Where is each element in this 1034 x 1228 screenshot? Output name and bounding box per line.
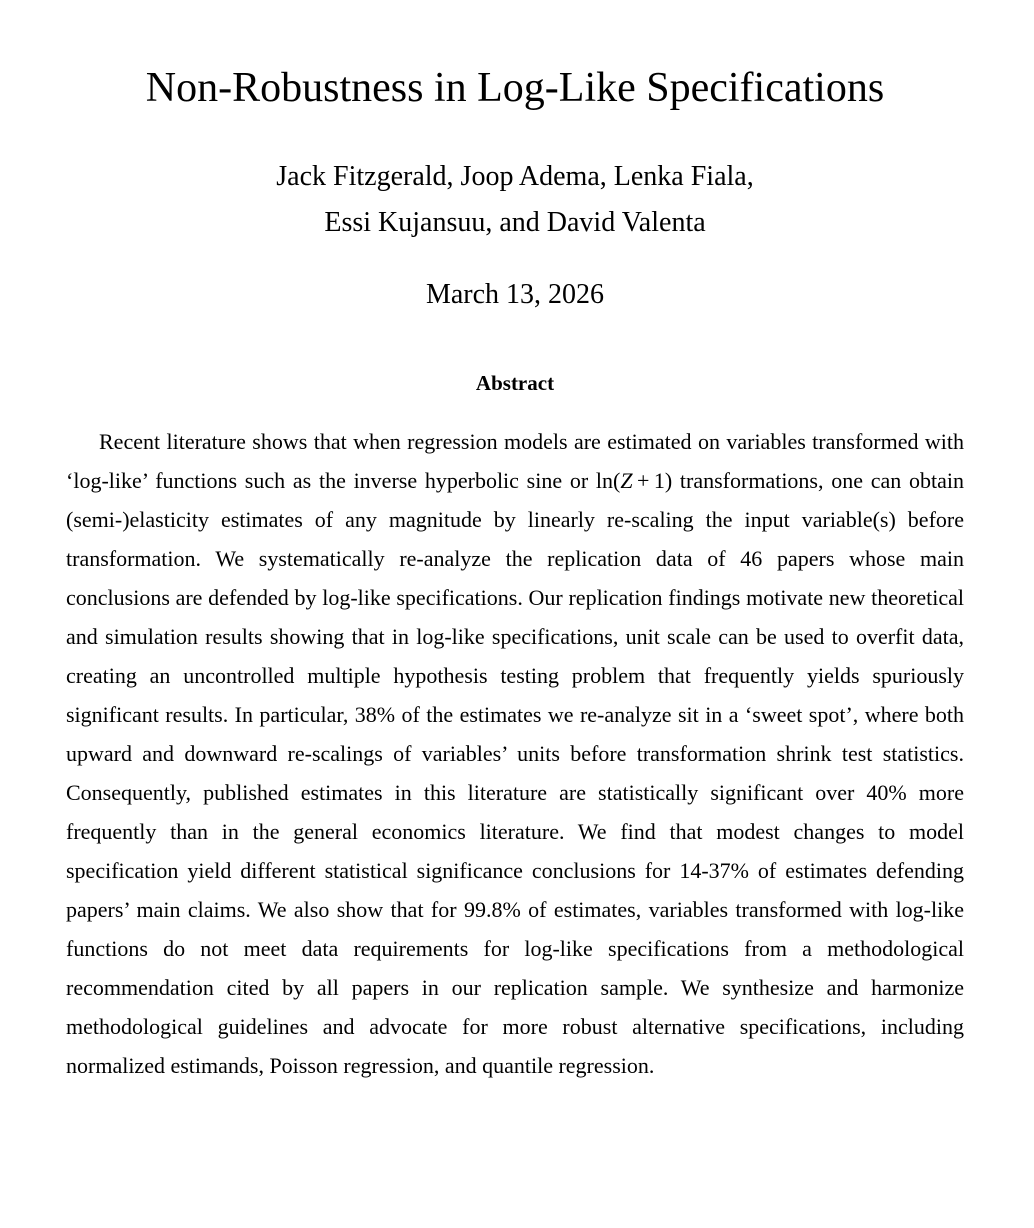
math-z-variable: Z	[620, 468, 633, 494]
abstract-heading: Abstract	[475, 371, 555, 396]
paper-title: Non-Robustness in Log-Like Specifications	[145, 65, 885, 111]
author-block	[66, 154, 964, 246]
paper-date: March 13, 2026	[425, 279, 605, 311]
author-line-1: Jack Fitzgerald, Joop Adema, Lenka Fiala,	[276, 161, 754, 193]
abstract-text-post: + 1) transformations, one can obtain (semi-)elasticity estimates of any magnitude by linearly re-scaling the input variable(s) before transformation. We systematically re-analyze the replication data of 46 papers whose main conclusions are defended by log-like specifications. Our replication findings motivate new theoretical and simulation results showing that in log-like specifications, unit scale can be used to overfit data, creating an uncontrolled multiple hypothesis testing problem that frequently yields spuriously significant results. In particular, 38% of the estimates we re-analyze sit in a ‘sweet spot’, where both upward and downward re-scalings of variables’ units before transformation shrink test statistics. Consequently, published estimates in this literature are statistically significant over 40% more frequently than in the general economics literature. We find that modest changes to model specification yield different statistical significance conclusions for 14-37% of estimates defending papers’ main claims. We also show that for 99.8% of estimates, variables transformed with log-like functions do not meet data requirements for log-like specifications from a methodological recommendation cited by all papers in our replication sample. We synthesize and harmonize methodological guidelines and advocate for more robust alternative specifications, including normalized estimands, Poisson regression, and quantile regression.	[66, 468, 965, 1079]
abstract-text-pre: Recent literature shows that when regression models are estimated on variables transformed with ‘log-like’ functions such as the inverse hyperbolic sine or ln(	[66, 429, 964, 494]
author-line-2: Essi Kujansuu, and David Valenta	[324, 207, 706, 239]
abstract-text	[66, 422, 964, 1085]
